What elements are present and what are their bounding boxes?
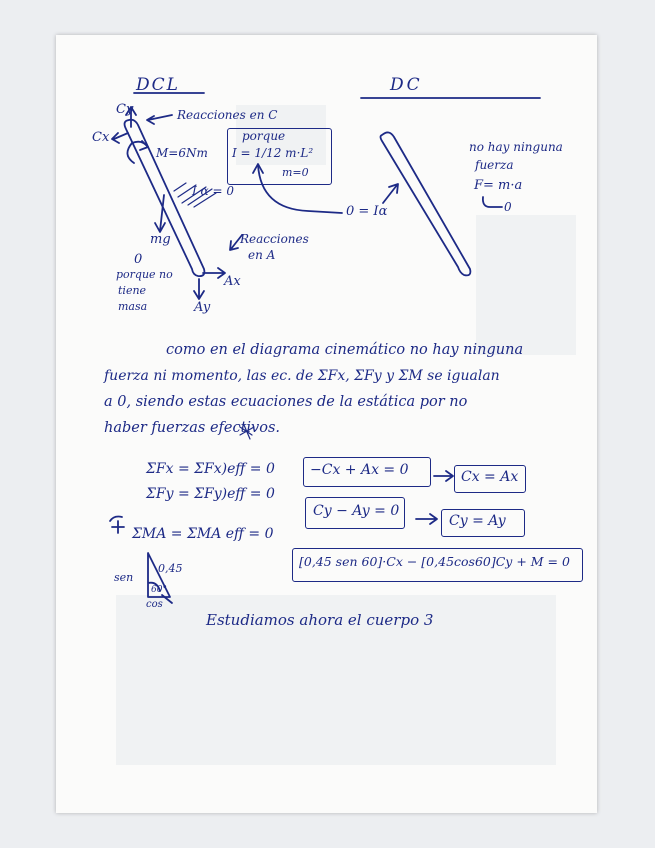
m-zero-label: m=0: [282, 166, 309, 179]
fy-result: Cy − Ay = 0: [313, 503, 400, 519]
ma-hook: [483, 197, 502, 207]
dc-title: DC: [390, 75, 423, 95]
ay-label: Ay: [194, 300, 211, 315]
notebook-page: [56, 35, 597, 813]
fx-final: Cx = Ax: [461, 469, 519, 485]
ax-label: Ax: [224, 274, 241, 289]
tiene-label: tiene: [118, 284, 147, 297]
fy-arrow: [416, 514, 437, 524]
positive-moment-sign: [110, 517, 124, 534]
reacciones-c-label: Reacciones en C: [177, 108, 278, 122]
dc-note-2: fuerza: [475, 158, 514, 172]
fy-final: Cy = Ay: [449, 513, 506, 529]
dc-note-1: no hay ninguna: [469, 140, 563, 154]
reacciones-c-arrow: [147, 115, 172, 124]
porque-label: porque: [242, 129, 286, 143]
porque-no-label: porque no: [116, 268, 173, 281]
sketch-length-label: 0,45: [158, 562, 183, 575]
fx-arrow: [434, 471, 453, 481]
masa-label: masa: [118, 300, 148, 313]
paragraph-line-2: fuerza ni momento, las ec. de ΣFx, ΣFy y ΣM se igualan: [104, 368, 500, 384]
alpha-arrow: [383, 184, 398, 203]
ma-result: [0,45 sen 60]·Cx − [0,45cos60]Cy + M = 0: [299, 554, 570, 569]
sum-ma-equation: ΣMA = ΣMA eff = 0: [132, 526, 274, 542]
sketch-sen-label: sen: [114, 571, 134, 584]
sketch-angle-label: 60°: [151, 585, 167, 595]
reacciones-a-label: Reacciones: [240, 232, 309, 246]
dc-note-3: F= m·a: [474, 178, 523, 193]
sum-fy-equation: ΣFy = ΣFy)eff = 0: [146, 486, 275, 502]
ax-arrow: [203, 268, 225, 278]
dc-note-4: 0: [504, 200, 512, 214]
paragraph-line-3: a 0, siendo estas ecuaciones de la estática por no: [104, 394, 468, 410]
weight-label: mg: [150, 232, 171, 247]
zero-label: 0: [134, 252, 143, 267]
cx-label: Cx: [92, 130, 110, 145]
en-a-label: en A: [248, 248, 276, 262]
sum-fx-equation: ΣFx = ΣFx)eff = 0: [146, 461, 275, 477]
ay-arrow: [194, 279, 204, 299]
zero-ialpha-label: 0 = Iα: [346, 204, 388, 219]
moment-label: M=6Nm: [156, 146, 208, 160]
next-body-text: Estudiamos ahora el cuerpo 3: [206, 611, 434, 629]
inertia-formula: I = 1/12 m·L²: [232, 146, 314, 160]
paragraph-line-4: haber fuerzas efectivos.: [104, 420, 281, 436]
fx-result: −Cx + Ax = 0: [310, 462, 409, 478]
dcl-title: DCL: [136, 75, 180, 95]
cy-label: Cy: [116, 102, 134, 117]
paragraph-line-1: como en el diagrama cinemático no hay ninguna: [166, 342, 524, 358]
cx-arrow: [112, 133, 128, 143]
sketch-cos-label: cos: [146, 599, 163, 610]
inertia-zero-label: I α = 0: [192, 184, 234, 198]
dc-bar: [381, 132, 471, 275]
